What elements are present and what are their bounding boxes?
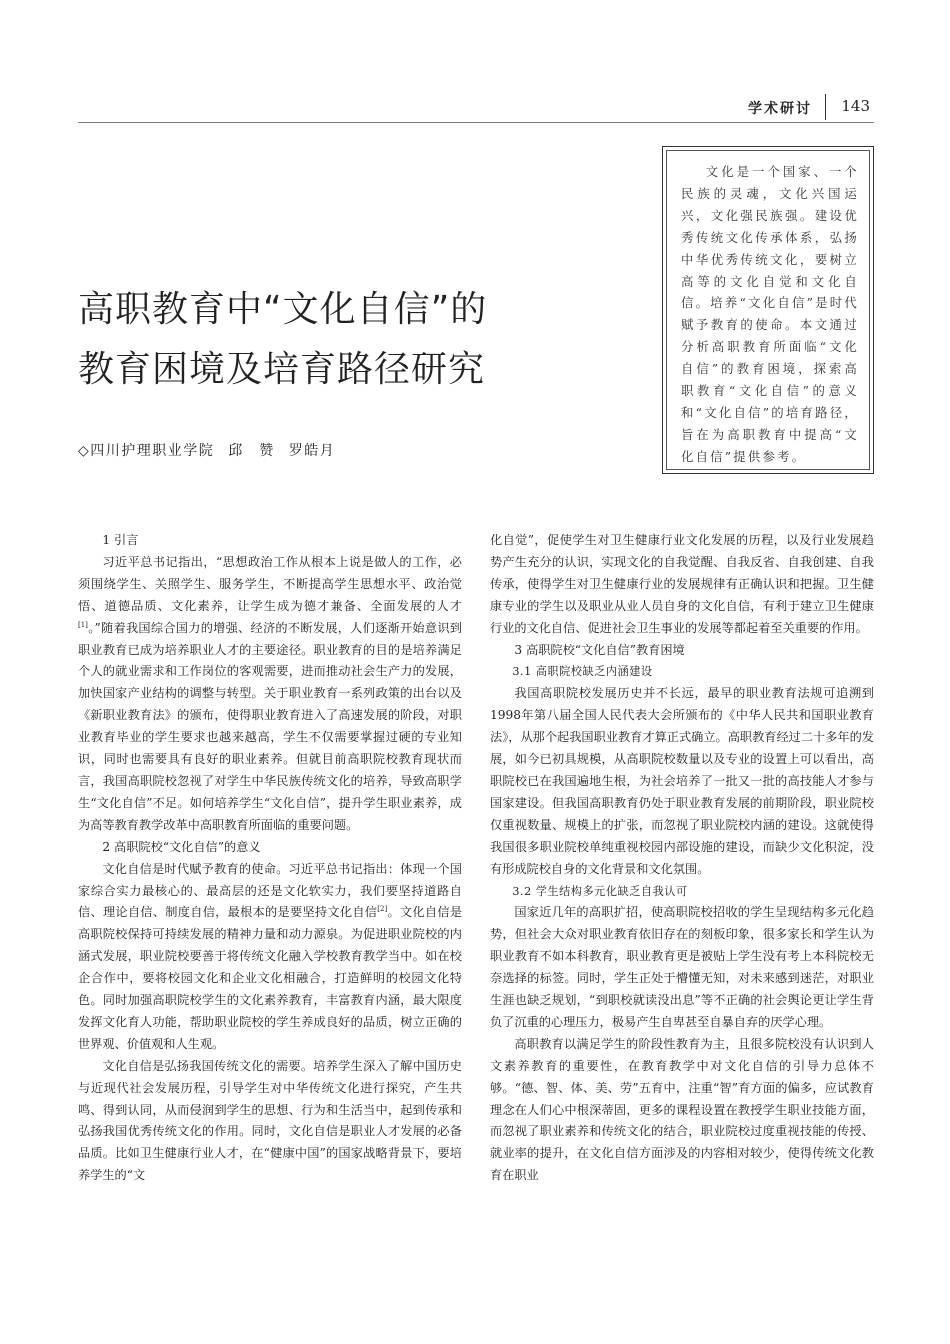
body-column-left: [78, 530, 462, 1187]
paragraph: 文化自信是时代赋予教育的使命。习近平总书记指出：体现一个国家综合实力最核心的、最高层的还是文化软实力，我们要坚持道路自信、理论自信、制度自信，最根本的是要坚持文化自信[2]。文化自信是高职院校保持可持续发展的精神力量和动力源泉。为促进职业院校的内涵式发展，职业院校要善于将传统文化融入学校教育教学当中。如在校企合作中，要将校园文化和企业文化相融合，打造鲜明的校园文化特色。同时加强高职院校学生的文化素养教育，丰富教育内涵，最大限度发挥文化育人功能，帮助职业院校的学生养成良好的品质，树立正确的世界观、价值观和人生观。: [78, 861, 463, 1051]
subsection-heading-3-1: 3.1 高职院校缺乏内涵建设: [512, 665, 653, 679]
paragraph: 我国高职院校发展历史并不长远，最早的职业教育法规可追溯到1998年第八届全国人民代表大会所颁布的《中华人民共和国职业教育法》，从那个起我国职业教育才算正式确立。高职教育经过二十多年的发展，如今已初具规模，从高职院校数量以及专业的设置上可以看出，高职院校已在我国遍地生根，为社会培养了一批又一批的高技能人才参与国家建设。但我国高职教育仍处于职业教育发展的前期阶段，职业院校仅重视数量、规模上的扩张，而忽视了职业院校内涵的建设。这就使得我国很多职业院校单纯重视校园内部设施的建设，而缺少文化积淀，没有形成院校自身的文化背景和文化氛围。: [490, 686, 874, 876]
section-heading-1: 1 引言: [102, 533, 139, 547]
diamond-icon: ◇: [78, 443, 91, 459]
running-header: [640, 96, 872, 120]
paragraph: 国家近几年的高职扩招，使高职院校招收的学生呈现结构多元化趋势，但社会大众对职业教育依旧存在的刻板印象，很多家长和学生认为职业教育不如本科教育，职业教育更是被贴上学生没有考上本科院校无奈选择的标签。同时，学生正处于懵懂无知，对未来感到迷茫，对职业生涯也缺乏规划，“到职校就读没出息”等不正确的社会舆论更让学生背负了沉重的心理压力，极易产生自卑甚至自暴自弃的厌学心理。: [490, 905, 874, 1029]
abstract-text: 文化是一个国家、一个民族的灵魂，文化兴国运兴，文化强民族强。建设优秀传统文化传承体系，弘扬中华优秀传统文化，要树立高等的文化自觉和文化自信。培养“文化自信”是时代赋予教育的使命。本文通过分析高职教育所面临“文化自信”的教育困境，探索高职教育“文化自信”的意义和“文化自信”的培育路径，旨在为高职教育中提高“文化自信”提供参考。: [666, 150, 870, 470]
title-line-1: 高职教育中“文化自信”的: [78, 289, 488, 330]
header-divider: [825, 94, 826, 120]
paragraph: 化自觉”，促使学生对卫生健康行业文化发展的历程，以及行业发展趋势产生充分的认识，实现文化的自我觉醒、自我反省、自我创建、自我传承，使得学生对卫生健康行业的发展规律有正确认识和把握。卫生健康专业的学生以及职业从业人员自身的文化自信，有利于建立卫生健康行业的文化自信、促进社会卫生事业的发展等都起着至关重要的作用。: [490, 533, 874, 635]
author-line: [78, 440, 335, 460]
citation-ref: [1]: [78, 620, 88, 629]
paragraph: 文化自信是弘扬我国传统文化的需要。培养学生深入了解中国历史与近现代社会发展历程，引导学生对中华传统文化进行探究，产生共鸣、得到认同，从而侵润到学生的思想、行为和生活当中，起到传承和弘扬我国优秀传统文化的作用。同时，文化自信是职业人才发展的必备品质。比如卫生健康行业人才，在“健康中国”的国家战略背景下，要培养学生的“文: [78, 1058, 462, 1183]
paragraph: 习近平总书记指出，“思想政治工作从根本上说是做人的工作，必须围绕学生、关照学生、服务学生，不断提高学生思想水平、政治觉悟、道德品质、文化素养，让学生成为德才兼备、全面发展的人才[1]。”随着我国综合国力的增强、经济的不断发展，人们逐渐开始意识到职业教育已成为培养职业人才的主要途径。职业教育的目的是培养满足个人的就业需求和工作岗位的客观需要，进而推动社会生产力的发展，加快国家产业结构的调整与转型。关于职业教育一系列政策的出台以及《新职业教育法》的颁布，使得职业教育进入了高速发展的阶段，对职业教育毕业的学生要求也越来越高，学生不仅需要掌握过硬的专业知识，同时也需要具有良好的职业素养。但就目前高职院校教育现状而言，我国高职院校忽视了对学生中华民族传统文化的培养，导致高职学生“文化自信”不足。如何培养学生“文化自信”，提升学生职业素养，成为高等教育教学改革中高职教育所面临的重要问题。: [78, 554, 462, 832]
citation-ref: [2]: [377, 905, 388, 914]
subsection-heading-3-2: 3.2 学生结构多元化缺乏自我认可: [512, 884, 688, 898]
author-name-1: 邱 赞: [228, 443, 275, 459]
title-line-2: 教育困境及培育路径研究: [78, 349, 486, 390]
section-heading-2: 2 高职院校“文化自信”的意义: [102, 839, 261, 854]
header-rule: [78, 122, 874, 123]
paragraph: 高职教育以满足学生的阶段性教育为主，且很多院校没有认识到人文素养教育的重要性，在教育教学中对文化自信的引导力总体不够。“德、智、体、美、劳”五育中，注重“智”育方面的偏多，应试教育理念在人们心中根深蒂固，更多的课程设置在教授学生职业技能方面，而忽视了职业素养和传统文化的结合，职业院校过度重视技能的传授、就业率的提升，在文化自信方面涉及的内容相对较少，使得传统文化教育在职业: [490, 1036, 874, 1183]
section-heading-3: 3 高职院校“文化自信”教育困境: [514, 642, 685, 657]
body-column-right: [490, 530, 874, 1187]
author-institution: 四川护理职业学院: [90, 443, 215, 459]
page-number: 143: [841, 97, 870, 115]
author-name-2: 罗皓月: [288, 443, 336, 459]
article-title: [78, 280, 638, 400]
abstract-box: [662, 146, 874, 474]
header-section-label: 学术研讨: [748, 101, 812, 117]
